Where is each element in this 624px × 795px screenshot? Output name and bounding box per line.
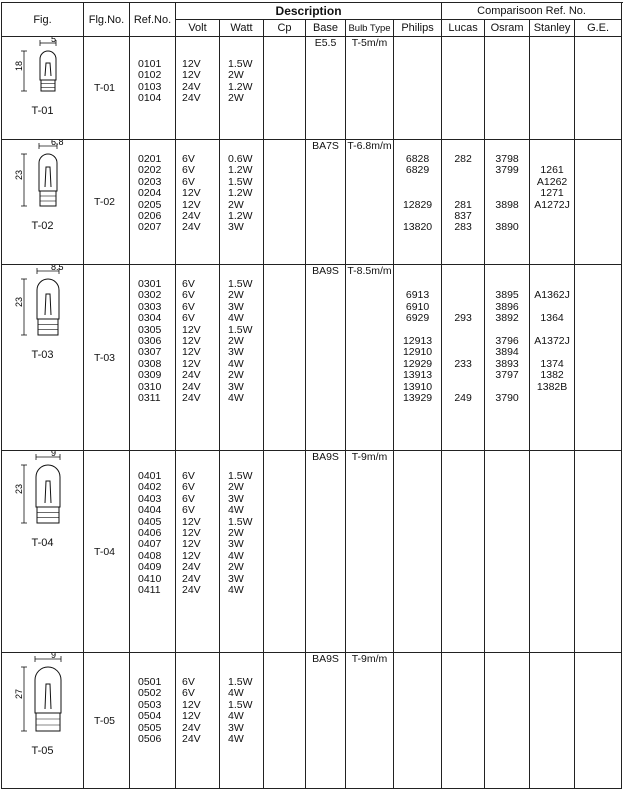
ref-no-cell-value: 0306 xyxy=(138,334,162,347)
ref-no-cell-value: 0403 xyxy=(138,492,162,505)
lucas-cell-value: 233 xyxy=(454,357,472,370)
volt-cell-value: 6V xyxy=(182,687,195,700)
header-stanley: Stanley xyxy=(530,20,575,37)
bulb-icon xyxy=(8,140,78,218)
volt-cell-value: 24V xyxy=(182,369,201,382)
lucas-cell-value xyxy=(442,165,484,176)
svg-text:18: 18 xyxy=(13,60,24,71)
volt-cell-value: 6V xyxy=(182,676,195,688)
ref-no-cell xyxy=(130,265,176,451)
lucas-cell-value: 249 xyxy=(454,391,472,404)
philips-cell-value: 12829 xyxy=(402,198,433,211)
ref-no-cell-value: 0303 xyxy=(138,300,162,313)
watt-cell-value: 2W xyxy=(228,69,244,82)
osram-cell-value: 3798 xyxy=(495,153,519,165)
volt-cell-value: 12V xyxy=(182,698,201,711)
volt-cell-value: 6V xyxy=(182,492,195,505)
osram-cell-value: 3893 xyxy=(495,357,519,370)
stanley-cell-value: 1271 xyxy=(540,187,564,200)
philips-cell-value xyxy=(394,70,441,81)
bulb-icon xyxy=(8,37,78,103)
philips-cell-value: 12913 xyxy=(402,334,433,347)
watt-cell-value: 3W xyxy=(228,221,244,234)
ref-no-cell-value: 0409 xyxy=(138,561,162,574)
stanley-cell xyxy=(530,451,575,653)
volt-cell-value: 24V xyxy=(182,209,201,222)
volt-cell-value: 24V xyxy=(182,561,201,574)
watt-cell-value: 3W xyxy=(228,721,244,734)
osram-cell xyxy=(485,140,530,265)
osram-cell-value: 3799 xyxy=(495,164,519,177)
lucas-cell-value xyxy=(442,325,484,336)
ref-no-cell-value: 0406 xyxy=(138,526,162,539)
philips-cell-value: 13910 xyxy=(402,380,433,393)
watt-cell-value: 3W xyxy=(228,538,244,551)
ref-no-cell-value: 0501 xyxy=(138,676,162,688)
volt-cell-value: 6V xyxy=(182,504,195,517)
bulb-type-cell: T-9m/m xyxy=(346,451,394,653)
figure-label: T-02 xyxy=(31,220,54,232)
header-cp: Cp xyxy=(264,20,306,37)
philips-cell-value xyxy=(394,177,441,188)
osram-cell-value: 3790 xyxy=(495,391,519,404)
bulb-type-cell: T-8.5m/m xyxy=(346,265,394,451)
stanley-cell-value xyxy=(530,393,574,404)
table-row xyxy=(2,140,622,265)
ref-no-cell-value: 0401 xyxy=(138,470,162,482)
figure-cell xyxy=(2,653,84,789)
figure-label: T-01 xyxy=(31,105,54,117)
cp-cell xyxy=(264,653,306,789)
table-row xyxy=(2,37,622,140)
svg-text:27: 27 xyxy=(13,688,24,699)
philips-cell-value xyxy=(394,59,441,70)
philips-cell-value: 6910 xyxy=(405,300,430,313)
ref-no-cell-value: 0502 xyxy=(138,687,162,700)
volt-cell xyxy=(176,653,220,789)
osram-cell-value xyxy=(485,93,529,104)
watt-cell-value: 1.5W xyxy=(228,698,253,711)
osram-cell xyxy=(485,653,530,789)
watt-cell-value: 2W xyxy=(228,334,244,347)
ref-no-cell-value: 0504 xyxy=(138,710,162,723)
volt-cell-value: 12V xyxy=(182,357,201,370)
bulb-type-cell: T-6.8m/m xyxy=(346,140,394,265)
stanley-cell-value xyxy=(530,93,574,104)
osram-cell-value: 3896 xyxy=(495,300,519,313)
flg-no-cell: T-05 xyxy=(84,653,130,789)
philips-cell-value: 6913 xyxy=(405,289,430,302)
watt-cell-value: 1.2W xyxy=(228,209,253,222)
volt-cell-value: 12V xyxy=(182,526,201,539)
philips-cell-value: 6929 xyxy=(405,312,430,325)
watt-cell xyxy=(220,451,264,653)
figure-label: T-03 xyxy=(31,349,54,361)
volt-cell-value: 12V xyxy=(182,515,201,528)
watt-cell-value: 3W xyxy=(228,346,244,359)
watt-cell xyxy=(220,265,264,451)
volt-cell-value: 24V xyxy=(182,572,201,585)
cp-cell xyxy=(264,37,306,140)
ref-no-cell-value: 0402 xyxy=(138,481,162,494)
cp-cell xyxy=(264,451,306,653)
watt-cell-value: 3W xyxy=(228,380,244,393)
ref-no-cell xyxy=(130,653,176,789)
ref-no-cell-value: 0305 xyxy=(138,323,162,336)
svg-text:23: 23 xyxy=(13,483,24,494)
ref-no-cell-value: 0101 xyxy=(138,58,162,70)
philips-cell-value: 12929 xyxy=(402,357,433,370)
volt-cell-value: 6V xyxy=(182,278,195,290)
osram-cell xyxy=(485,265,530,451)
osram-cell-value: 3894 xyxy=(495,346,519,359)
lucas-cell-value xyxy=(442,59,484,70)
philips-cell xyxy=(394,37,442,140)
ref-no-cell-value: 0104 xyxy=(138,92,162,105)
watt-cell-value: 0.6W xyxy=(228,153,253,165)
watt-cell-value: 4W xyxy=(228,549,244,562)
osram-cell-value: 3890 xyxy=(495,221,519,234)
base-cell: BA7S xyxy=(306,140,346,265)
watt-cell-value: 2W xyxy=(228,526,244,539)
volt-cell xyxy=(176,37,220,140)
svg-text:5: 5 xyxy=(50,37,56,44)
watt-cell-value: 4W xyxy=(228,710,244,723)
ge-cell xyxy=(575,653,622,789)
osram-cell-value xyxy=(485,70,529,81)
watt-cell-value: 4W xyxy=(228,687,244,700)
lucas-cell-value xyxy=(442,93,484,104)
table-row xyxy=(2,653,622,789)
watt-cell-value: 1.5W xyxy=(228,278,253,290)
ref-no-cell-value: 0309 xyxy=(138,369,162,382)
header-ge: G.E. xyxy=(575,20,622,37)
ref-no-cell-value: 0207 xyxy=(138,221,162,234)
lucas-cell xyxy=(442,265,485,451)
svg-text:8.5: 8.5 xyxy=(50,265,64,272)
watt-cell-value: 4W xyxy=(228,312,244,325)
flg-no-cell: T-01 xyxy=(84,37,130,140)
svg-text:9: 9 xyxy=(50,451,56,458)
philips-cell-value xyxy=(394,93,441,104)
lucas-cell-value: 283 xyxy=(454,221,472,234)
volt-cell-value: 6V xyxy=(182,481,195,494)
osram-cell-value: 3895 xyxy=(495,289,519,302)
volt-cell-value: 12V xyxy=(182,58,201,70)
bulb-type-cell: T-5m/m xyxy=(346,37,394,140)
stanley-cell-value: A1272J xyxy=(534,198,570,211)
stanley-cell-value xyxy=(530,82,574,93)
stanley-cell-value: 1382B xyxy=(536,380,568,393)
svg-text:6.8: 6.8 xyxy=(50,140,64,147)
lucas-cell-value xyxy=(442,336,484,347)
watt-cell-value: 4W xyxy=(228,357,244,370)
watt-cell-value: 2W xyxy=(228,198,244,211)
ref-no-cell-value: 0103 xyxy=(138,80,162,93)
watt-cell-value: 2W xyxy=(228,561,244,574)
volt-cell-value: 24V xyxy=(182,583,201,596)
figure-cell xyxy=(2,140,84,265)
volt-cell-value: 24V xyxy=(182,92,201,105)
volt-cell-value: 24V xyxy=(182,732,201,745)
volt-cell-value: 12V xyxy=(182,549,201,562)
osram-cell-value xyxy=(485,177,529,188)
volt-cell xyxy=(176,140,220,265)
osram-cell-value: 3898 xyxy=(495,198,519,211)
stanley-cell-value: A1262 xyxy=(536,175,568,188)
philips-cell-value xyxy=(394,82,441,93)
volt-cell-value: 12V xyxy=(182,538,201,551)
watt-cell-value: 1.2W xyxy=(228,80,253,93)
ref-no-cell-value: 0307 xyxy=(138,346,162,359)
ref-no-cell xyxy=(130,451,176,653)
ref-no-cell xyxy=(130,140,176,265)
ref-no-cell-value: 0411 xyxy=(138,583,161,596)
bulb-icon xyxy=(8,265,78,347)
svg-text:23: 23 xyxy=(13,296,24,307)
lucas-cell xyxy=(442,37,485,140)
volt-cell-value: 24V xyxy=(182,80,201,93)
ref-no-cell-value: 0506 xyxy=(138,732,162,745)
figure-cell xyxy=(2,451,84,653)
lucas-cell-value: 281 xyxy=(454,198,472,211)
stanley-cell-value: 1261 xyxy=(540,164,564,177)
stanley-cell-value: 1364 xyxy=(540,312,564,325)
volt-cell-value: 24V xyxy=(182,380,201,393)
flg-no-cell: T-02 xyxy=(84,140,130,265)
stanley-cell-value: A1362J xyxy=(534,289,570,302)
stanley-cell-value: 1382 xyxy=(540,369,564,382)
flg-no-cell: T-03 xyxy=(84,265,130,451)
philips-cell-value: 6828 xyxy=(405,153,430,165)
stanley-cell xyxy=(530,653,575,789)
ref-no-cell-value: 0404 xyxy=(138,504,162,517)
ref-no-cell xyxy=(130,37,176,140)
stanley-cell xyxy=(530,265,575,451)
svg-text:23: 23 xyxy=(13,169,24,180)
figure-cell xyxy=(2,265,84,451)
volt-cell-value: 6V xyxy=(182,289,195,302)
volt-cell-value: 12V xyxy=(182,346,201,359)
lucas-cell xyxy=(442,653,485,789)
header-fig: Fig. xyxy=(2,3,84,37)
header-flg-no: Flg.No. xyxy=(84,3,130,37)
philips-cell-value: 12910 xyxy=(402,346,433,359)
ref-no-cell-value: 0408 xyxy=(138,549,162,562)
header-description: Description xyxy=(176,3,442,20)
ref-no-cell-value: 0310 xyxy=(138,380,162,393)
watt-cell-value: 4W xyxy=(228,583,244,596)
watt-cell-value: 1.5W xyxy=(228,515,253,528)
lucas-cell-value: 837 xyxy=(454,209,472,222)
osram-cell-value xyxy=(485,82,529,93)
ge-cell xyxy=(575,451,622,653)
ge-cell xyxy=(575,265,622,451)
stanley-cell-value xyxy=(530,70,574,81)
volt-cell-value: 12V xyxy=(182,187,201,200)
watt-cell-value: 4W xyxy=(228,391,244,404)
base-cell: BA9S xyxy=(306,265,346,451)
lucas-cell-value xyxy=(442,177,484,188)
base-cell: E5.5 xyxy=(306,37,346,140)
philips-cell xyxy=(394,140,442,265)
cp-cell xyxy=(264,265,306,451)
stanley-cell-value xyxy=(530,59,574,70)
lucas-cell-value xyxy=(442,370,484,381)
lucas-cell-value xyxy=(442,279,484,290)
watt-cell-value: 3W xyxy=(228,572,244,585)
osram-cell-value xyxy=(485,59,529,70)
figure-cell xyxy=(2,37,84,140)
watt-cell-value: 4W xyxy=(228,504,244,517)
volt-cell-value: 12V xyxy=(182,334,201,347)
ref-no-cell-value: 0311 xyxy=(138,391,161,404)
lucas-cell-value: 293 xyxy=(454,312,472,325)
watt-cell-value: 1.5W xyxy=(228,470,253,482)
lucas-cell-value xyxy=(442,290,484,301)
watt-cell-value: 3W xyxy=(228,300,244,313)
ge-cell xyxy=(575,37,622,140)
ge-cell xyxy=(575,140,622,265)
watt-cell-value: 1.5W xyxy=(228,58,253,70)
ref-no-cell-value: 0201 xyxy=(138,153,162,165)
philips-cell-value: 13913 xyxy=(402,369,433,382)
ref-no-cell-value: 0505 xyxy=(138,721,162,734)
watt-cell xyxy=(220,140,264,265)
volt-cell-value: 24V xyxy=(182,221,201,234)
svg-text:9: 9 xyxy=(50,653,56,660)
watt-cell-value: 1.5W xyxy=(228,175,253,188)
osram-cell-value xyxy=(485,188,529,199)
cp-cell xyxy=(264,140,306,265)
watt-cell xyxy=(220,653,264,789)
bulb-icon xyxy=(8,653,78,743)
stanley-cell-value xyxy=(530,211,574,222)
ref-no-cell-value: 0202 xyxy=(138,164,162,177)
watt-cell-value: 1.2W xyxy=(228,187,253,200)
ref-no-cell-value: 0204 xyxy=(138,187,162,200)
ref-no-cell-value: 0206 xyxy=(138,209,162,222)
header-lucas: Lucas xyxy=(442,20,485,37)
figure-label: T-04 xyxy=(31,537,54,549)
header-philips: Philips xyxy=(394,20,442,37)
ref-no-cell-value: 0302 xyxy=(138,289,162,302)
volt-cell-value: 6V xyxy=(182,164,195,177)
watt-cell-value: 3W xyxy=(228,492,244,505)
ref-no-cell-value: 0308 xyxy=(138,357,162,370)
watt-cell-value: 4W xyxy=(228,732,244,745)
watt-cell-value: 2W xyxy=(228,289,244,302)
volt-cell-value: 6V xyxy=(182,300,195,313)
lucas-cell-value xyxy=(442,70,484,81)
osram-cell-value: 3797 xyxy=(495,369,519,382)
ref-no-cell-value: 0304 xyxy=(138,312,162,325)
figure-label: T-05 xyxy=(31,745,54,757)
ref-no-cell-value: 0205 xyxy=(138,198,162,211)
header-bulb-type: Bulb Type xyxy=(346,20,394,37)
ref-no-cell-value: 0503 xyxy=(138,698,162,711)
osram-cell-value: 3892 xyxy=(495,312,519,325)
ref-no-cell-value: 0405 xyxy=(138,515,162,528)
ref-no-cell-value: 0203 xyxy=(138,175,162,188)
volt-cell-value: 6V xyxy=(182,312,195,325)
header-osram: Osram xyxy=(485,20,530,37)
table-row xyxy=(2,451,622,653)
volt-cell xyxy=(176,265,220,451)
philips-cell-value: 6829 xyxy=(405,164,430,177)
volt-cell-value: 6V xyxy=(182,470,195,482)
volt-cell xyxy=(176,451,220,653)
watt-cell-value: 1.5W xyxy=(228,323,253,336)
ref-no-cell-value: 0410 xyxy=(138,572,162,585)
volt-cell-value: 12V xyxy=(182,69,201,82)
header-watt: Watt xyxy=(220,20,264,37)
volt-cell-value: 6V xyxy=(182,153,195,165)
watt-cell-value: 1.2W xyxy=(228,164,253,177)
philips-cell xyxy=(394,451,442,653)
stanley-cell-value xyxy=(530,222,574,233)
philips-cell-value: 13820 xyxy=(402,221,433,234)
watt-cell-value: 2W xyxy=(228,481,244,494)
header-base: Base xyxy=(306,20,346,37)
lucas-cell xyxy=(442,140,485,265)
osram-cell-value: 3796 xyxy=(495,334,519,347)
ref-no-cell-value: 0301 xyxy=(138,278,162,290)
ref-no-cell-value: 0102 xyxy=(138,69,162,82)
lucas-cell-value xyxy=(442,188,484,199)
header-volt: Volt xyxy=(176,20,220,37)
header-ref-no: Ref.No. xyxy=(130,3,176,37)
stanley-cell xyxy=(530,37,575,140)
volt-cell-value: 12V xyxy=(182,323,201,336)
bulb-type-cell: T-9m/m xyxy=(346,653,394,789)
watt-cell xyxy=(220,37,264,140)
base-cell: BA9S xyxy=(306,653,346,789)
philips-cell-value: 13929 xyxy=(402,391,433,404)
philips-cell xyxy=(394,653,442,789)
lucas-cell-value xyxy=(442,82,484,93)
philips-cell xyxy=(394,265,442,451)
stanley-cell-value: A1372J xyxy=(534,334,570,347)
header-comparison: Comparisoon Ref. No. xyxy=(442,3,622,20)
watt-cell-value: 2W xyxy=(228,369,244,382)
flg-no-cell: T-04 xyxy=(84,451,130,653)
volt-cell-value: 12V xyxy=(182,198,201,211)
stanley-cell-value: 1374 xyxy=(540,357,564,370)
volt-cell-value: 6V xyxy=(182,175,195,188)
ref-no-cell-value: 0407 xyxy=(138,538,162,551)
lucas-cell xyxy=(442,451,485,653)
base-cell: BA9S xyxy=(306,451,346,653)
bulb-icon xyxy=(8,451,78,535)
table-row xyxy=(2,265,622,451)
osram-cell xyxy=(485,37,530,140)
watt-cell-value: 1.5W xyxy=(228,676,253,688)
bulb-reference-table xyxy=(1,2,622,789)
volt-cell-value: 24V xyxy=(182,391,201,404)
philips-cell-value xyxy=(394,188,441,199)
osram-cell xyxy=(485,451,530,653)
volt-cell-value: 24V xyxy=(182,721,201,734)
volt-cell-value: 12V xyxy=(182,710,201,723)
stanley-cell xyxy=(530,140,575,265)
watt-cell-value: 2W xyxy=(228,92,244,105)
lucas-cell-value: 282 xyxy=(454,153,472,165)
